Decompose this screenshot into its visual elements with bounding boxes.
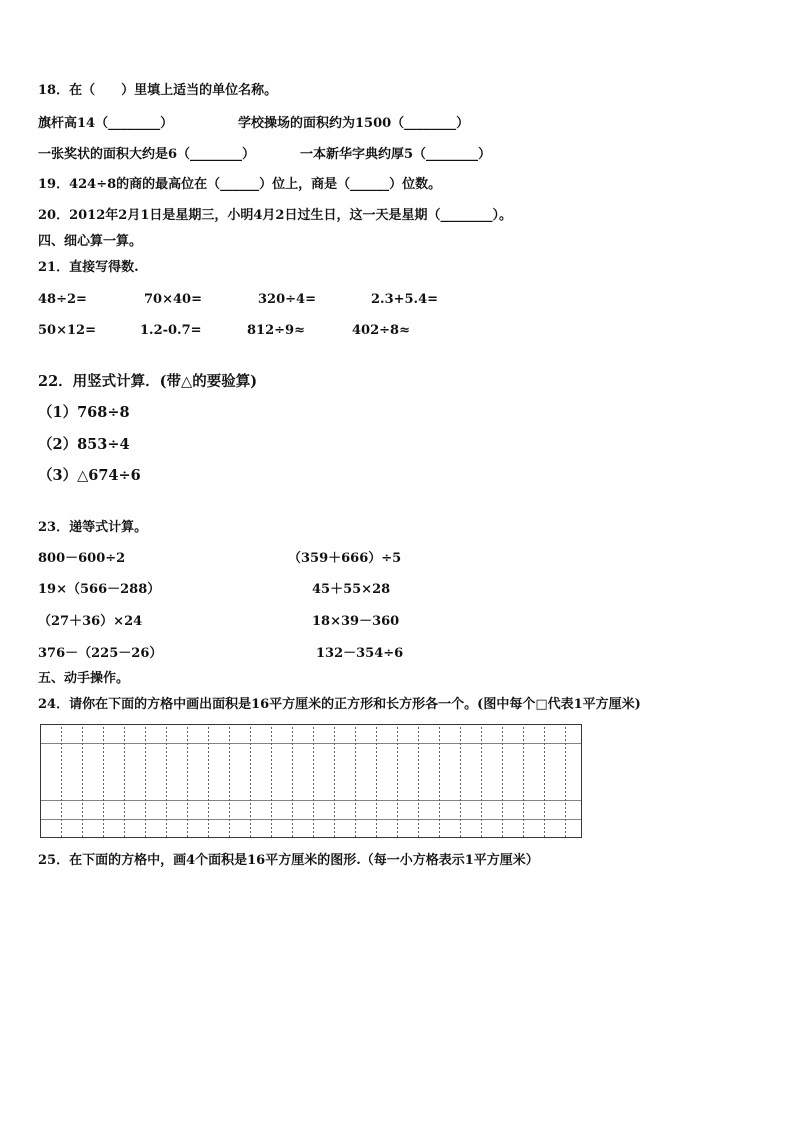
q20: 20．2012年2月1日是星期三，小明4月2日过生日，这一天是星期（________）。 (38, 208, 512, 223)
q21-r1-c3: 320÷4= (258, 292, 316, 307)
q21-r2-c1: 50×12= (38, 323, 96, 338)
section-5-heading: 五、动手操作。 (38, 671, 130, 686)
q18-a: 旗杆高14（________） (38, 116, 174, 131)
q22-item-1: （1）768÷8 (38, 404, 130, 421)
q25: 25．在下面的方格中，画4个面积是16平方厘米的图形.（每一小方格表示1平方厘米） (38, 853, 539, 868)
q23-right-1: （359＋666）÷5 (288, 551, 402, 566)
q21-r1-c1: 48÷2= (38, 292, 87, 307)
q23-left-2: 19×（566－288） (38, 582, 161, 597)
q18-d: 一本新华字典约厚5（________） (300, 147, 492, 162)
q18-title: 18．在（ ）里填上适当的单位名称。 (38, 83, 278, 98)
q24: 24．请你在下面的方格中画出面积是16平方厘米的正方形和长方形各一个。(图中每个□代表1平方厘米) (38, 697, 641, 712)
q23-right-4: 132－354÷6 (316, 646, 404, 661)
q23-right-2: 45＋55×28 (312, 582, 391, 597)
q22-title: 22．用竖式计算．(带△的要验算) (38, 373, 258, 390)
q21-r1-c4: 2.3+5.4= (371, 292, 439, 307)
q19: 19．424÷8的商的最高位在（______）位上，商是（______）位数。 (38, 177, 442, 192)
q21-r2-c2: 1.2-0.7= (140, 323, 202, 338)
q18-b: 学校操场的面积约为1500（________） (238, 116, 470, 131)
q21-r2-c4: 402÷8≈ (352, 323, 410, 338)
q21-r1-c2: 70×40= (144, 292, 202, 307)
section-4-heading: 四、细心算一算。 (38, 234, 143, 249)
q23-left-3: （27＋36）×24 (38, 614, 143, 629)
q22-item-2: （2）853÷4 (38, 436, 130, 453)
q23-title: 23．递等式计算。 (38, 520, 148, 535)
drawing-grid[interactable] (40, 724, 582, 838)
q23-left-4: 376－（225－26） (38, 646, 163, 661)
q21-title: 21．直接写得数. (38, 260, 139, 275)
q18-c: 一张奖状的面积大约是6（________） (38, 147, 256, 162)
q22-item-3: （3）△674÷6 (38, 467, 141, 484)
q23-left-1: 800－600÷2 (38, 551, 126, 566)
q23-right-3: 18×39－360 (312, 614, 400, 629)
q21-r2-c3: 812÷9≈ (247, 323, 305, 338)
